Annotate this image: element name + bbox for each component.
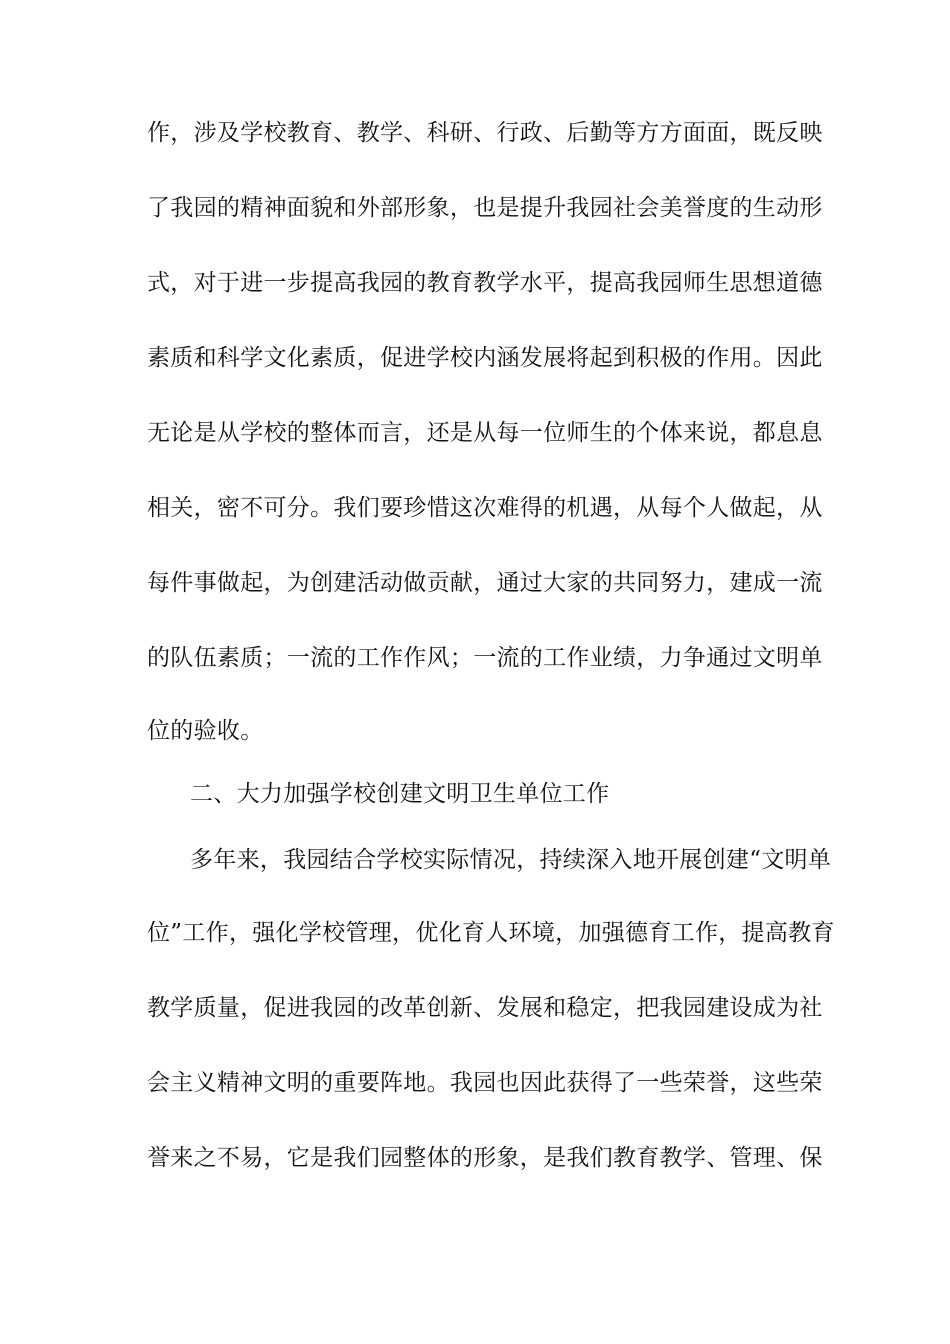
paragraph-1-line-9: 位的验收。 xyxy=(147,718,264,744)
paragraph-1-line-7: 每件事做起，为创建活动做贡献，通过大家的共同努力，建成一流 xyxy=(147,570,823,596)
paragraph-2-line-3: 教学质量，促进我园的改革创新、发展和稳定，把我园建设成为社 xyxy=(147,995,823,1021)
paragraph-2-line-1: 多年来，我园结合学校实际情况，持续深入地开展创建“文明单 xyxy=(190,847,832,873)
paragraph-1-line-3: 式，对于进一步提高我园的教育教学水平，提高我园师生思想道德 xyxy=(147,270,823,296)
paragraph-1-line-4: 素质和科学文化素质，促进学校内涵发展将起到积极的作用。因此 xyxy=(147,345,823,371)
paragraph-1-line-1: 作，涉及学校教育、教学、科研、行政、后勤等方方面面，既反映 xyxy=(147,120,823,146)
paragraph-1-line-6: 相关，密不可分。我们要珍惜这次难得的机遇，从每个人做起，从 xyxy=(147,495,823,521)
paragraph-1-line-8: 的队伍素质；一流的工作作风；一流的工作业绩，力争通过文明单 xyxy=(147,645,823,671)
paragraph-2-line-4: 会主义精神文明的重要阵地。我园也因此获得了一些荣誉，这些荣 xyxy=(147,1070,823,1096)
section-heading: 二、大力加强学校创建文明卫生单位工作 xyxy=(190,781,610,807)
paragraph-1-line-5: 无论是从学校的整体而言，还是从每一位师生的个体来说，都息息 xyxy=(147,420,823,446)
paragraph-2-line-2: 位”工作，强化学校管理，优化育人环境，加强德育工作，提高教育 xyxy=(147,920,835,946)
paragraph-1-line-2: 了我园的精神面貌和外部形象，也是提升我园社会美誉度的生动形 xyxy=(147,195,823,221)
paragraph-2-line-5: 誉来之不易，它是我们园整体的形象，是我们教育教学、管理、保 xyxy=(147,1145,823,1171)
